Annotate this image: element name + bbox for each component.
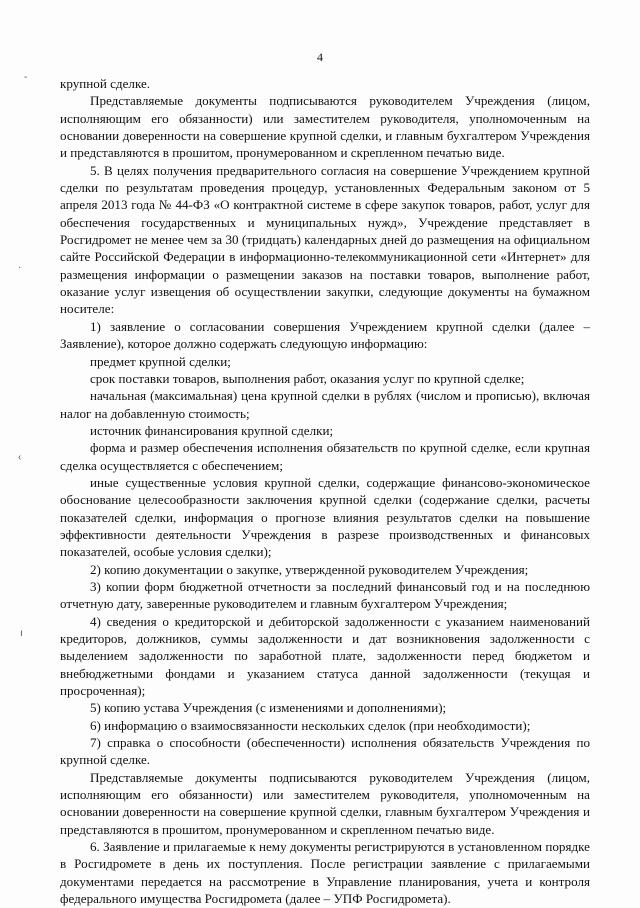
- paragraph: Представляемые документы подписываются руководителем Учреждения (лицом, исполняющим его обязанности) или заместителем руководителя, уполномоченным на основании доверенности на совершение крупной сделки, и главным бухгалтером Учреждения и представляются в прошитом, пронумерованном и скрепленном печатью виде.: [60, 93, 590, 161]
- sub-item: форма и размер обеспечения исполнения обязательств по крупной сделке, если крупная сделка осуществляется с обеспечением;: [60, 440, 590, 473]
- scan-mark: ·: [18, 262, 22, 273]
- sub-item: начальная (максимальная) цена крупной сделки в рублях (числом и прописью), включая налог на добавленную стоимость;: [60, 388, 590, 421]
- list-item-4: 4) сведения о кредиторской и дебиторской задолженности с указанием наименований кредиторов, должников, суммы задолженности и дат возникновения задолженности с выделением задолженности по заработной плате, задолженности перед бюджетом и внебюджетными фондами и указанием статуса данной задолженности (текущая и просроченная);: [60, 613, 590, 699]
- scan-mark: -: [24, 72, 28, 83]
- paragraph-section-6: 6. Заявление и прилагаемые к нему документы регистрируются в установленном порядке в Росгидромете в день их поступления. После регистрации заявление с прилагаемыми документами передается на рассмотрение в Управление планирования, учета и контроля федерального имущества Росгидромета (далее – УПФ Росгидромета).: [60, 839, 590, 907]
- list-item-6: 6) информацию о взаимосвязанности нескольких сделок (при необходимости);: [90, 717, 531, 733]
- sub-item: источник финансирования крупной сделки;: [90, 422, 334, 438]
- paragraph-section-5: 5. В целях получения предварительного согласия на совершение Учреждением крупной сделки по результатам проведения процедур, установленных Федеральным законом от 5 апреля 2013 года № 44-ФЗ «О контрактной системе в сфере закупок товаров, работ, услуг для обеспечения государственных и муниципальных нужд», Учреждение представляет в Росгидромет не менее чем за 30 (тридцать) календарных дней до размещения на официальном сайте Российской Федерации в информационно-телекоммуникационной сети «Интернет» для размещения информации о размещении заказов на поставки товаров, выполнение работ, оказание услуг извещения об осуществлении закупки, следующие документы на бумажном носителе:: [60, 162, 590, 317]
- sub-item: предмет крупной сделки;: [90, 353, 231, 369]
- paragraph: Представляемые документы подписываются руководителем Учреждения (лицом, исполняющим его обязанности) или заместителем руководителя, уполномоченным на основании доверенности на совершение крупной сделки, главным бухгалтером Учреждения и представляются в прошитом, пронумерованном и скрепленном печатью виде.: [60, 769, 590, 837]
- sub-item: иные существенные условия крупной сделки, содержащие финансово-экономическое обоснование целесообразности заключения крупной сделки (содержание сделки, расчеты показателей сделки, информация о прогнозе влияния результатов сделки на повышение эффективности деятельности Учреждения в разрезе производственных и финансовых показателей, особые условия сделки);: [60, 474, 590, 560]
- scan-mark: ‹: [18, 452, 22, 463]
- list-item-7: 7) справка о способности (обеспеченности) исполнения обязательств Учреждения по крупной сделке.: [60, 735, 590, 768]
- scan-mark: ı: [20, 628, 23, 639]
- sub-item: срок поставки товаров, выполнения работ, оказания услуг по крупной сделке;: [90, 370, 525, 386]
- list-item-1: 1) заявление о согласовании совершения Учреждением крупной сделки (далее – Заявление), которое должно содержать следующую информацию:: [60, 318, 590, 352]
- list-item-3: 3) копии форм бюджетной отчетности за последний финансовый год и на последнюю отчетную дату, заверенные руководителем и главным бухгалтером Учреждения;: [60, 578, 590, 612]
- list-item-2: 2) копию документации о закупке, утвержденной руководителем Учреждения;: [90, 561, 529, 577]
- list-item-5: 5) копию устава Учреждения (с изменениями и дополнениями);: [90, 700, 447, 716]
- document-body: [60, 75, 590, 908]
- paragraph-continuation: крупной сделке.: [60, 76, 151, 91]
- page-number: 4: [317, 50, 323, 64]
